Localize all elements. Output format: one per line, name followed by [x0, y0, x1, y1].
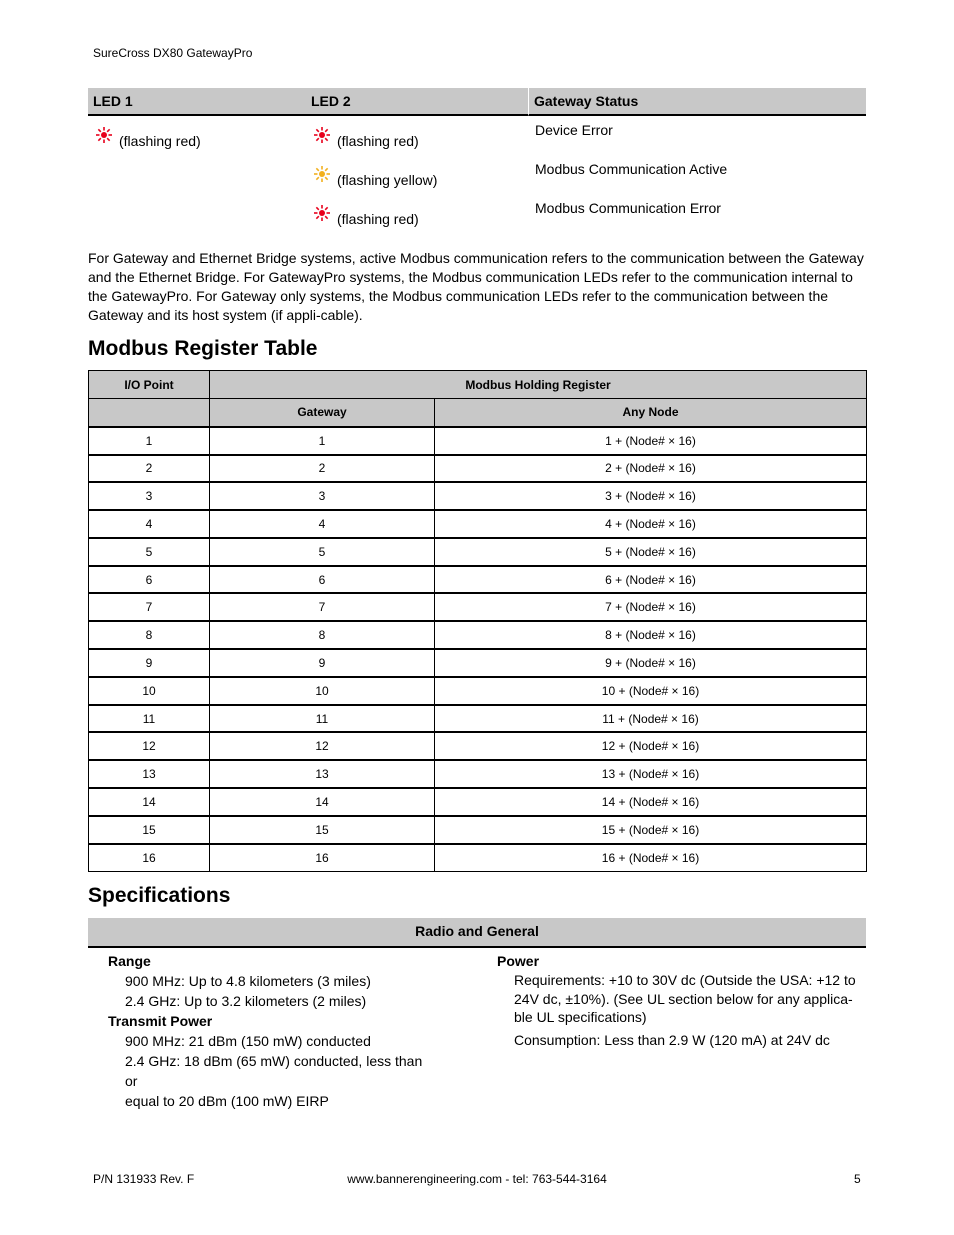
holding-register-header: Modbus Holding Register	[210, 371, 867, 399]
io-point-cell: 1	[89, 427, 210, 455]
gateway-cell: 2	[210, 455, 435, 483]
transmit-power-label: Transmit Power	[108, 1013, 213, 1029]
io-point-cell: 14	[89, 788, 210, 816]
any-node-cell: 4 + (Node# × 16)	[435, 510, 867, 538]
gateway-status: Device Error	[535, 122, 613, 138]
range-label: Range	[108, 953, 151, 969]
table-row	[89, 760, 867, 788]
footer-contact: www.bannerengineering.com - tel: 763-544-3164	[347, 1172, 607, 1186]
io-point-subheader-blank	[89, 399, 210, 427]
table-row	[89, 705, 867, 733]
gateway-cell: 6	[210, 566, 435, 594]
table-row	[89, 788, 867, 816]
gateway-header: Gateway	[210, 399, 435, 427]
gateway-cell: 11	[210, 705, 435, 733]
any-node-cell: 7 + (Node# × 16)	[435, 593, 867, 621]
transmit-power-line: equal to 20 dBm (100 mW) EIRP	[125, 1093, 329, 1109]
table-row	[89, 538, 867, 566]
io-point-cell: 2	[89, 455, 210, 483]
gateway-cell: 10	[210, 677, 435, 705]
any-node-cell: 5 + (Node# × 16)	[435, 538, 867, 566]
gateway-cell: 12	[210, 732, 435, 760]
modbus-register-table	[88, 370, 867, 872]
power-label: Power	[497, 953, 540, 969]
any-node-cell: 16 + (Node# × 16)	[435, 844, 867, 872]
radio-general-header: Radio and General	[88, 918, 866, 948]
led2-label: (flashing red)	[337, 211, 419, 227]
specs-right-column	[497, 951, 857, 1050]
io-point-cell: 4	[89, 510, 210, 538]
table-row	[89, 677, 867, 705]
led1-label: (flashing red)	[119, 133, 201, 149]
range-line: 900 MHz: Up to 4.8 kilometers (3 miles)	[125, 973, 371, 989]
io-point-cell: 10	[89, 677, 210, 705]
gateway-cell: 4	[210, 510, 435, 538]
range-line: 2.4 GHz: Up to 3.2 kilometers (2 miles)	[125, 993, 367, 1009]
power-line: Consumption: Less than 2.9 W (120 mA) at 24V dc	[514, 1031, 830, 1048]
any-node-cell: 9 + (Node# × 16)	[435, 649, 867, 677]
footer-part-number: P/N 131933 Rev. F	[93, 1172, 195, 1186]
specifications-title: Specifications	[88, 884, 231, 907]
led-note-paragraph: For Gateway and Ethernet Bridge systems, active Modbus communication refers to the communication between the Gateway and the Ethernet Bridge. For GatewayPro systems, the Modbus communication LEDs refer to the communication internal to the GatewayPro. For Gateway only systems, the Modbus communication LEDs refer to the communication between the Gateway and its host system (if appli-cable).	[88, 250, 864, 323]
any-node-header: Any Node	[435, 399, 867, 427]
running-header: SureCross DX80 GatewayPro	[93, 46, 253, 60]
gateway-cell: 15	[210, 816, 435, 844]
power-line: Requirements: +10 to 30V dc (Outside the USA: +12 to	[514, 972, 856, 988]
table-row	[89, 482, 867, 510]
io-point-cell: 15	[89, 816, 210, 844]
io-point-cell: 7	[89, 593, 210, 621]
io-point-cell: 6	[89, 566, 210, 594]
gateway-status: Modbus Communication Active	[535, 161, 728, 177]
power-line: 24V dc, ±10%). (See UL section below for any applica-	[514, 990, 853, 1007]
table-row	[89, 732, 867, 760]
gateway-cell: 8	[210, 621, 435, 649]
gateway-cell: 5	[210, 538, 435, 566]
io-point-cell: 16	[89, 844, 210, 872]
transmit-power-line: 2.4 GHz: 18 dBm (65 mW) conducted, less than or	[125, 1053, 423, 1089]
table-row	[89, 649, 867, 677]
gateway-cell: 14	[210, 788, 435, 816]
gateway-cell: 3	[210, 482, 435, 510]
gateway-status: Modbus Communication Error	[535, 200, 721, 216]
any-node-cell: 8 + (Node# × 16)	[435, 621, 867, 649]
any-node-cell: 13 + (Node# × 16)	[435, 760, 867, 788]
gateway-status-column-header: Gateway Status	[528, 88, 866, 116]
flashing-red-led-icon	[313, 204, 331, 222]
register-table-title: Modbus Register Table	[88, 337, 318, 360]
any-node-cell: 1 + (Node# × 16)	[435, 427, 867, 455]
any-node-cell: 15 + (Node# × 16)	[435, 816, 867, 844]
led2-label: (flashing yellow)	[337, 172, 438, 188]
led2-label: (flashing red)	[337, 133, 419, 149]
flashing-red-led-icon	[313, 126, 331, 144]
table-row	[89, 427, 867, 455]
any-node-cell: 10 + (Node# × 16)	[435, 677, 867, 705]
table-row	[89, 593, 867, 621]
gateway-cell: 16	[210, 844, 435, 872]
any-node-cell: 6 + (Node# × 16)	[435, 566, 867, 594]
power-line: ble UL specifications)	[514, 1009, 647, 1025]
any-node-cell: 11 + (Node# × 16)	[435, 705, 867, 733]
io-point-cell: 11	[89, 705, 210, 733]
io-point-cell: 8	[89, 621, 210, 649]
table-row	[89, 455, 867, 483]
any-node-cell: 3 + (Node# × 16)	[435, 482, 867, 510]
io-point-cell: 12	[89, 732, 210, 760]
gateway-cell: 13	[210, 760, 435, 788]
gateway-cell: 1	[210, 427, 435, 455]
table-row	[89, 816, 867, 844]
any-node-cell: 14 + (Node# × 16)	[435, 788, 867, 816]
any-node-cell: 12 + (Node# × 16)	[435, 732, 867, 760]
specs-left-column	[108, 951, 438, 1111]
led2-column-header: LED 2	[306, 88, 528, 116]
transmit-power-line: 900 MHz: 21 dBm (150 mW) conducted	[125, 1033, 371, 1049]
table-row	[89, 566, 867, 594]
io-point-cell: 3	[89, 482, 210, 510]
io-point-header: I/O Point	[89, 371, 210, 399]
table-row	[89, 844, 867, 872]
footer-page-number: 5	[854, 1172, 861, 1186]
io-point-cell: 9	[89, 649, 210, 677]
led1-column-header: LED 1	[88, 88, 306, 116]
table-row	[89, 510, 867, 538]
io-point-cell: 13	[89, 760, 210, 788]
table-row	[89, 621, 867, 649]
gateway-cell: 9	[210, 649, 435, 677]
flashing-yellow-led-icon	[313, 165, 331, 183]
flashing-red-led-icon	[95, 126, 113, 144]
io-point-cell: 5	[89, 538, 210, 566]
gateway-cell: 7	[210, 593, 435, 621]
any-node-cell: 2 + (Node# × 16)	[435, 455, 867, 483]
